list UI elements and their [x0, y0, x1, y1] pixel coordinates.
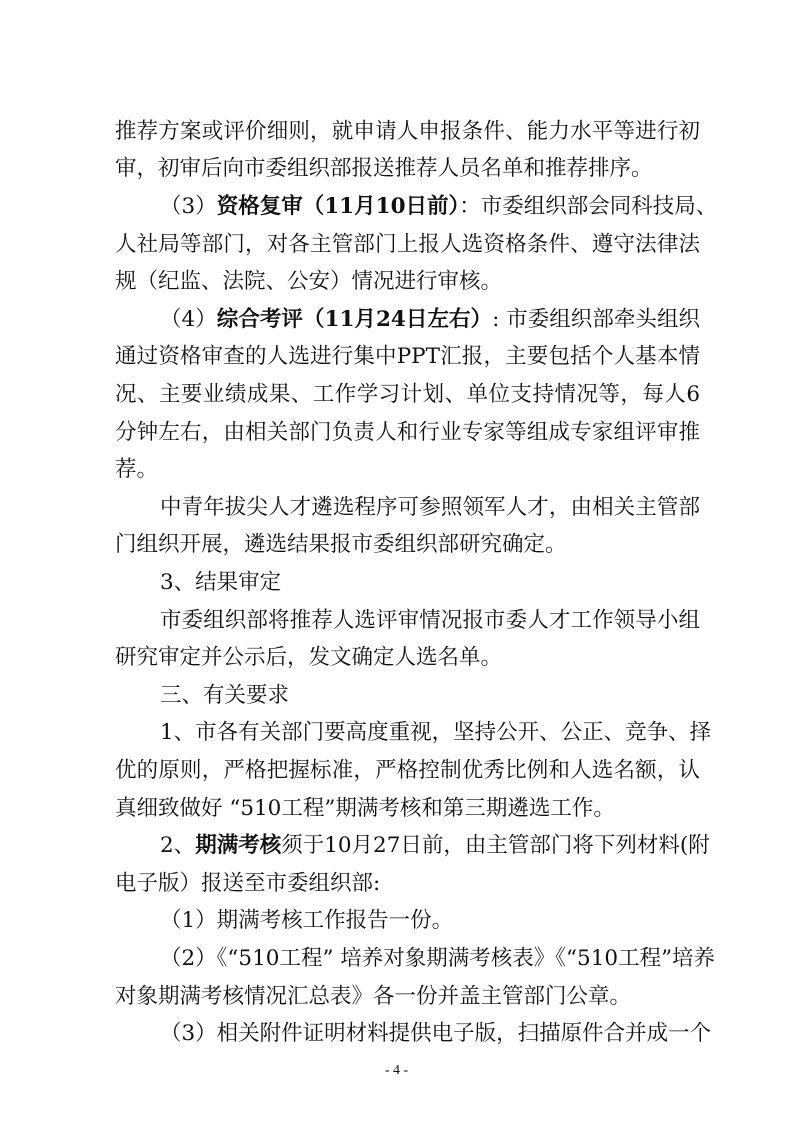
text-line-term-assessment: [160, 831, 710, 861]
text-line: 研究审定并公示后，发文确定人选名单。: [115, 645, 503, 670]
text-line: 人社局等部门，对各主管部门上报人选资格条件、遵守法律法: [115, 232, 700, 257]
bold-heading-term-assessment: 期满考核: [195, 833, 282, 858]
item-text: ：市委组织部会同科技局、: [459, 194, 718, 219]
item-number: 2、: [160, 833, 196, 858]
text-line: 优的原则，严格把握标准，严格控制优秀比例和人选名额，认: [115, 758, 700, 783]
text-line: 审，初审后向市委组织部报送推荐人员名单和推荐排序。: [115, 156, 653, 181]
item-text: : 市委组织部牵头组织: [492, 307, 700, 332]
text-line: 中青年拔尖人才遴选程序可参照领军人才，由相关主管部: [160, 495, 700, 520]
bold-heading-qualification-review: 资格复审（11月10日前）: [216, 194, 460, 219]
text-line: 荐。: [115, 457, 159, 482]
section-heading-requirements: 三、有关要求: [160, 683, 290, 708]
text-line: 1、市各有关部门要高度重视，坚持公开、公正、竞争、择: [160, 720, 712, 745]
text-line-qualification-review: [160, 192, 718, 222]
text-line: 分钟左右，由相关部门负责人和行业专家等组成专家组评审推: [115, 420, 700, 445]
text-line: （3）相关附件证明材料提供电子版，扫描原件合并成一个: [160, 1021, 712, 1046]
item-text: 须于10月27日前，由主管部门将下列材料(附: [281, 833, 710, 858]
text-line: 电子版）报送至市委组织部:: [115, 871, 381, 896]
text-line: 规（纪监、法院、公安）情况进行审核。: [115, 269, 503, 294]
text-line: 况、主要业绩成果、工作学习计划、单位支持情况等，每人6: [115, 382, 700, 407]
text-line-comprehensive-evaluation: [160, 305, 700, 335]
text-line: 通过资格审查的人选进行集中PPT汇报，主要包括个人基本情: [115, 344, 700, 369]
text-line: 对象期满考核情况汇总表》各一份并盖主管部门公章。: [115, 984, 632, 1009]
text-line: 推荐方案或评价细则，就申请人申报条件、能力水平等进行初: [115, 119, 700, 144]
section-heading-result-review: 3、结果审定: [160, 570, 282, 595]
text-line: （1）期满考核工作报告一份。: [160, 908, 454, 933]
text-line: （2）《“510工程” 培养对象期满考核表》《“510工程”培养: [160, 946, 716, 971]
item-number: （4）: [160, 307, 217, 332]
text-line: 真细致做好 “510工程”期满考核和第三期遴选工作。: [115, 796, 615, 821]
text-line: 门组织开展，遴选结果报市委组织部研究确定。: [115, 532, 567, 557]
page-number: - 4 -: [384, 1063, 409, 1078]
item-number: （3）: [160, 194, 217, 219]
bold-heading-comprehensive-evaluation: 综合考评（11月24日左右）: [216, 307, 493, 332]
text-line: 市委组织部将推荐人选评审情况报市委人才工作领导小组: [160, 608, 700, 633]
